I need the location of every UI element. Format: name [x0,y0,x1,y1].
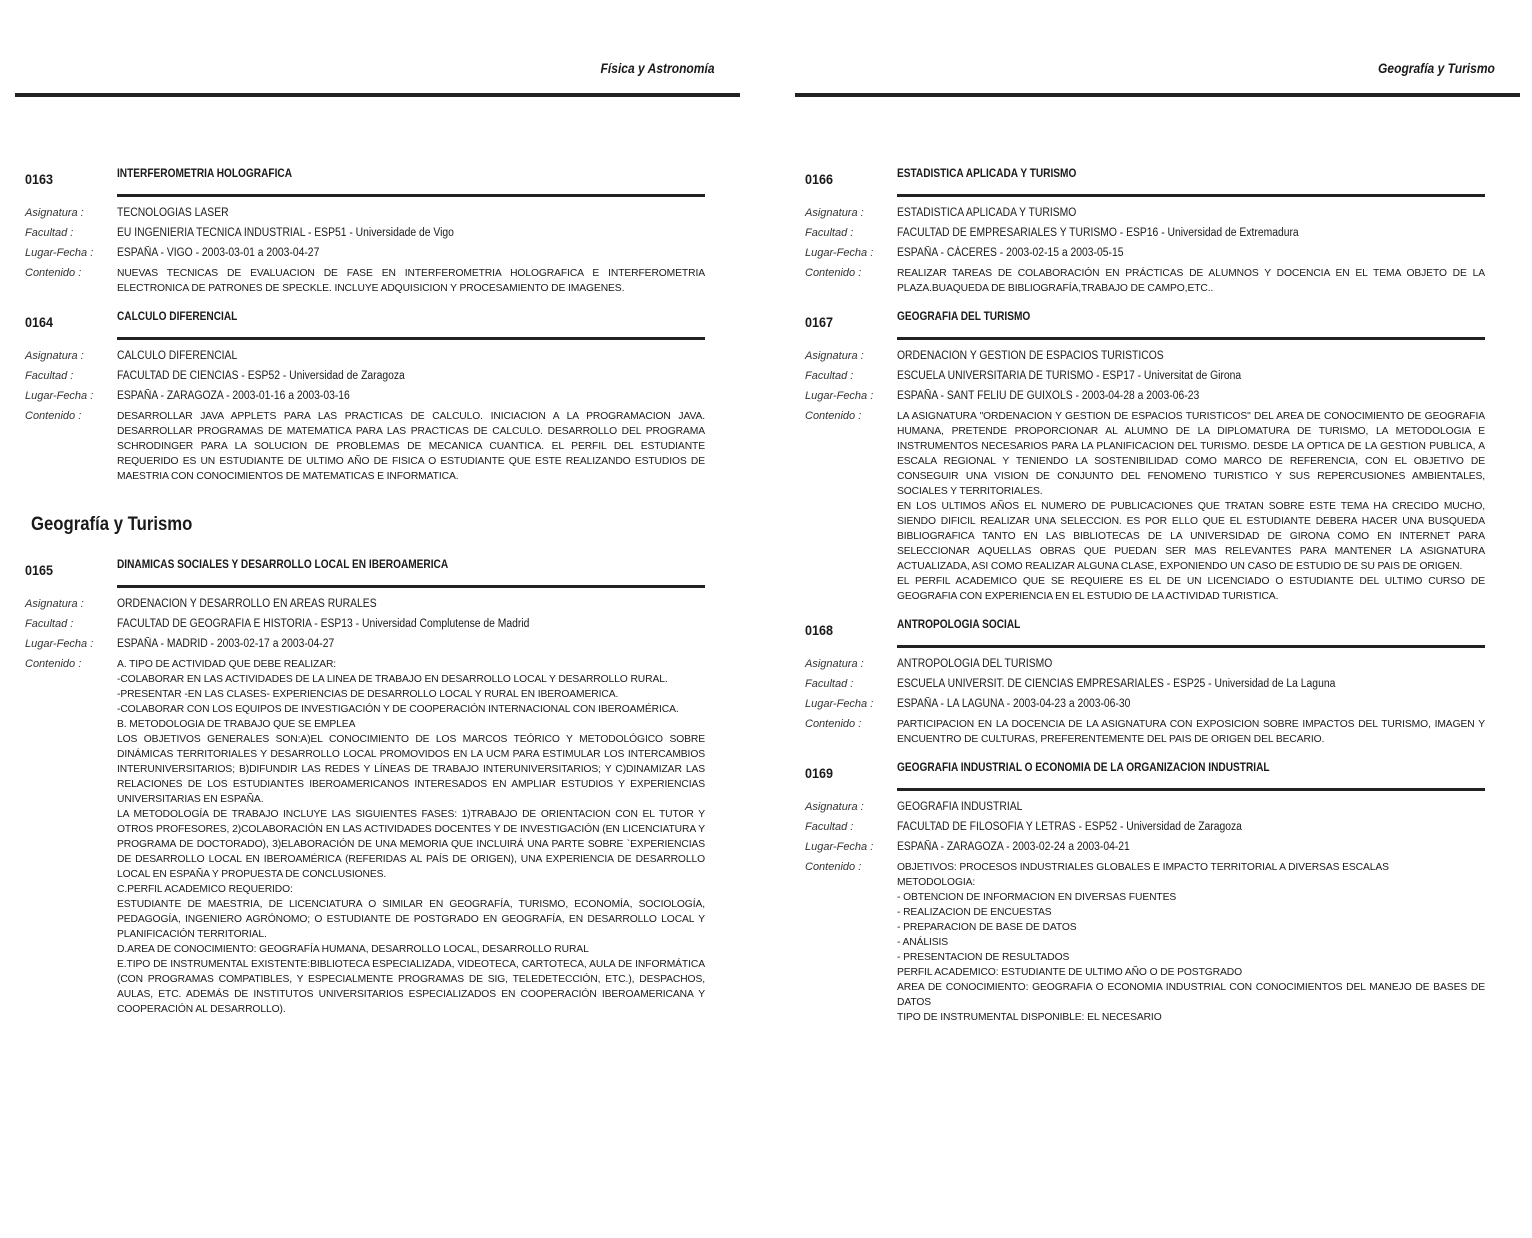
grant-entry [805,310,1485,604]
contenido-label: Contenido : [805,267,862,279]
asignatura-field [25,206,705,221]
content-paragraph: EN LOS ULTIMOS AÑOS EL NUMERO DE PUBLICACIONES QUE TRATAN SOBRE ESTE TEMA HA CRECIDO MUCHO, SIENDO DIFICIL REALIZAR UNA SELECCION. ES POR ELLO QUE EL ESTUDIANTE DEBERA HACER UNA BUSQUEDA BIBLIOGRAFICA TANTO EN LAS BIBLIOTECAS DE LA UNIVERSIDAD DE GIRONA COMO EN INTERNET PARA SELECCIONAR AQUELLAS OBRAS QUE PUEDAN SER MAS RELEVANTES PARA MANTENER LA ASIGNATURA ACTUALIZADA, ASI COMO REALIZAR ALGUNA CLASE, EXPONIENDO UN CASO DE ESTUDIO DE SU PAIS DE ORIGEN. [897,501,1485,572]
facultad-label: Facultad : [805,370,854,382]
content-paragraph: -PRESENTAR -EN LAS CLASES- EXPERIENCIAS DE DESARROLLO LOCAL Y RURAL EN IBEROAMERICA. [117,689,619,700]
entry-title: ANTROPOLOGIA SOCIAL [897,619,1021,631]
lugar-fecha-label: Lugar-Fecha : [25,638,94,650]
entry-header [25,558,705,580]
facultad-field [805,820,1485,835]
entry-number: 0169 [805,765,834,781]
contenido-label: Contenido : [805,410,862,422]
asignatura-field [25,349,705,364]
asignatura-value: TECNOLOGIAS LASER [117,207,229,219]
facultad-value: FACULTAD DE GEOGRAFIA E HISTORIA - ESP13 - Universidad Complutense de Madrid [117,618,530,630]
grant-entry [25,167,705,296]
grant-entry [805,167,1485,296]
entry-number: 0168 [805,622,834,638]
facultad-label: Facultad : [805,821,854,833]
contenido-label: Contenido : [805,718,862,730]
asignatura-field [805,657,1485,672]
entry-number: 0166 [805,171,834,187]
lugar-fecha-value: ESPAÑA - ZARAGOZA - 2003-02-24 a 2003-04-21 [897,841,1130,853]
entry-title: DINAMICAS SOCIALES Y DESARROLLO LOCAL EN IBEROAMERICA [117,559,449,571]
content-paragraph: - OBTENCION DE INFORMACION EN DIVERSAS FUENTES [897,892,1177,903]
asignatura-field [805,206,1485,221]
entry-rule [117,194,705,197]
contenido-field [805,266,1485,296]
facultad-field [805,677,1485,692]
contenido-label: Contenido : [25,658,82,670]
asignatura-field [25,597,705,612]
contenido-value [897,409,1485,604]
entry-title: GEOGRAFIA INDUSTRIAL O ECONOMIA DE LA ORGANIZACION INDUSTRIAL [897,762,1270,774]
content-paragraph: PARTICIPACION EN LA DOCENCIA DE LA ASIGNATURA CON EXPOSICION SOBRE IMPACTOS DEL TURISMO, IMAGEN Y ENCUENTRO DE CULTURAS, PREFERENTEMENTE DEL PAIS DE ORIGEN DEL BECARIO. [897,719,1485,745]
grant-entry [805,618,1485,747]
grant-entry [25,310,705,484]
content-paragraph: AREA DE CONOCIMIENTO: GEOGRAFIA O ECONOMIA INDUSTRIAL CON CONOCIMIENTOS DEL MANEJO DE BASES DE DATOS [897,982,1485,1008]
content-paragraph: C.PERFIL ACADEMICO REQUERIDO: [117,884,293,895]
entry-title: INTERFEROMETRIA HOLOGRAFICA [117,168,293,180]
content-paragraph: PERFIL ACADEMICO: ESTUDIANTE DE ULTIMO AÑO O DE POSTGRADO [897,967,1243,978]
lugar-fecha-field [805,840,1485,855]
facultad-field [805,226,1485,241]
asignatura-value: ORDENACION Y DESARROLLO EN AREAS RURALES [117,598,377,610]
facultad-label: Facultad : [805,227,854,239]
lugar-fecha-field [25,246,705,261]
content-paragraph: LA METODOLOGÍA DE TRABAJO INCLUYE LAS SIGUIENTES FASES: 1)TRABAJO DE ORIENTACION CON EL TUTOR Y OTROS PROFESORES, 2)COLABORACIÓN EN LAS ACTIVIDADES DOCENTES Y DE INVESTIGACIÓN (EN LICENCIATURA Y PROGRAMA DE DOCTORADO), 3)ELABORACIÓN DE UNA MEMORIA QUE INCLUIRÁ UNA PARTE SOBRE `EXPERIENCIAS DE DESARROLLO LOCAL EN IBEROAMÉRICA (REFERIDAS AL PAÍS DE ORIGEN), UNA EXPERIENCIA DE DESARROLLO LOCAL EN ESPAÑA Y PROPUESTA DE CONCLUSIONES. [117,809,705,880]
contenido-value [897,266,1485,296]
content-paragraph: - ANÁLISIS [897,937,949,948]
left-page [15,0,740,1238]
content-paragraph: -COLABORAR EN LAS ACTIVIDADES DE LA LINEA DE TRABAJO EN DESARROLLO LOCAL Y DESARROLLO RURAL. [117,674,668,685]
lugar-fecha-value: ESPAÑA - LA LAGUNA - 2003-04-23 a 2003-06-30 [897,698,1131,710]
entry-header [805,761,1485,783]
asignatura-value: ESTADISTICA APLICADA Y TURISMO [897,207,1077,219]
lugar-fecha-label: Lugar-Fecha : [805,390,874,402]
entry-header [25,310,705,332]
running-head: Física y Astronomía [601,60,715,76]
facultad-field [805,369,1485,384]
entry-list [25,558,705,1017]
facultad-label: Facultad : [805,678,854,690]
asignatura-field [805,349,1485,364]
contenido-field [805,860,1485,1025]
lugar-fecha-label: Lugar-Fecha : [25,390,94,402]
lugar-fecha-field [805,246,1485,261]
entry-title: GEOGRAFIA DEL TURISMO [897,311,1031,323]
facultad-value: ESCUELA UNIVERSIT. DE CIENCIAS EMPRESARIALES - ESP25 - Universidad de La Laguna [897,678,1336,690]
entry-rule [897,788,1485,791]
lugar-fecha-field [805,389,1485,404]
header-rule [795,93,1520,97]
content-paragraph: OBJETIVOS: PROCESOS INDUSTRIALES GLOBALES E IMPACTO TERRITORIAL A DIVERSAS ESCALAS [897,862,1389,873]
content-paragraph: NUEVAS TECNICAS DE EVALUACION DE FASE EN INTERFEROMETRIA HOLOGRAFICA E INTERFEROMETRIA ELECTRONICA DE PATRONES DE SPECKLE. INCLUYE ADQUISICION Y PROCESAMIENTO DE IMAGENES. [117,268,705,294]
entry-rule [897,645,1485,648]
contenido-field [805,717,1485,747]
lugar-fecha-label: Lugar-Fecha : [805,698,874,710]
contenido-label: Contenido : [25,267,82,279]
asignatura-label: Asignatura : [25,598,84,610]
right-page [795,0,1520,1238]
lugar-fecha-field [25,389,705,404]
asignatura-label: Asignatura : [805,658,864,670]
contenido-field [25,266,705,296]
section-heading: Geografía y Turismo [31,514,193,535]
entry-number: 0164 [25,314,54,330]
facultad-value: EU INGENIERIA TECNICA INDUSTRIAL - ESP51 - Universidade de Vigo [117,227,454,239]
asignatura-label: Asignatura : [805,350,864,362]
content-paragraph: A. TIPO DE ACTIVIDAD QUE DEBE REALIZAR: [117,659,337,670]
lugar-fecha-value: ESPAÑA - VIGO - 2003-03-01 a 2003-04-27 [117,247,320,259]
asignatura-label: Asignatura : [25,350,84,362]
grant-entry [805,761,1485,1025]
entry-number: 0163 [25,171,54,187]
running-head: Geografía y Turismo [1378,60,1495,76]
asignatura-value: GEOGRAFIA INDUSTRIAL [897,801,1023,813]
header-rule [15,93,740,97]
facultad-field [25,369,705,384]
content-paragraph: TIPO DE INSTRUMENTAL DISPONIBLE: EL NECESARIO [897,1012,1162,1023]
entry-list [805,167,1485,1025]
asignatura-label: Asignatura : [25,207,84,219]
entry-header [805,310,1485,332]
contenido-field [805,409,1485,604]
content-paragraph: - REALIZACION DE ENCUESTAS [897,907,1052,918]
facultad-label: Facultad : [25,370,74,382]
content-paragraph: D.AREA DE CONOCIMIENTO: GEOGRAFÍA HUMANA, DESARROLLO LOCAL, DESARROLLO RURAL [117,944,589,955]
content-paragraph: -COLABORAR CON LOS EQUIPOS DE INVESTIGACIÓN Y DE COOPERACIÓN INTERNACIONAL CON IBEROAMÉRICA. [117,704,679,715]
content-paragraph: ESTUDIANTE DE MAESTRIA, DE LICENCIATURA O SIMILAR EN GEOGRAFÍA, TURISMO, ECONOMÍA, SOCIOLOGÍA, PEDAGOGÍA, INGENIERO AGRÓNOMO; O ESTUDIANTE DE POSTGRADO EN GEOGRAFÍA, EN DESARROLLO LOCAL Y PLANIFICACIÓN TERRITORIAL. [117,899,705,940]
facultad-label: Facultad : [25,227,74,239]
lugar-fecha-value: ESPAÑA - MADRID - 2003-02-17 a 2003-04-27 [117,638,335,650]
lugar-fecha-value: ESPAÑA - SANT FELIU DE GUIXOLS - 2003-04-28 a 2003-06-23 [897,390,1200,402]
content-paragraph: - PREPARACION DE BASE DE DATOS [897,922,1077,933]
content-paragraph: METODOLOGIA: [897,877,976,888]
facultad-field [25,617,705,632]
content-paragraph: - PRESENTACION DE RESULTADOS [897,952,1070,963]
lugar-fecha-label: Lugar-Fecha : [805,247,874,259]
entry-header [805,618,1485,640]
asignatura-value: CALCULO DIFERENCIAL [117,350,238,362]
entry-header [805,167,1485,189]
content-paragraph: DESARROLLAR JAVA APPLETS PARA LAS PRACTICAS DE CALCULO. INICIACION A LA PROGRAMACION JAVA. DESARROLLAR PROGRAMAS DE MATEMATICA PARA LAS PRACTICAS DE CALCULO. DESARROLLO DEL PROGRAMA SCHRODINGER PARA LA SOLUCION DE PROBLEMAS DE MECANICA CUANTICA. EL PERFIL DEL ESTUDIANTE REQUERIDO ES UN ESTUDIANTE DE ULTIMO AÑO DE FISICA O ESTUDIANTE QUE ESTE REALIZANDO ESTUDIOS DE MAESTRIA CON CONOCIMIENTOS DE MATEMATICAS E INFORMATICA. [117,411,705,482]
facultad-value: ESCUELA UNIVERSITARIA DE TURISMO - ESP17 - Universitat de Girona [897,370,1242,382]
lugar-fecha-value: ESPAÑA - ZARAGOZA - 2003-01-16 a 2003-03-16 [117,390,350,402]
contenido-label: Contenido : [805,861,862,873]
contenido-value [117,657,705,1017]
content-paragraph: LOS OBJETIVOS GENERALES SON:A)EL CONOCIMIENTO DE LOS MARCOS TEÓRICO Y METODOLÓGICO SOBRE DINÁMICAS TERRITORIALES Y DESARROLLO LOCAL PROMOVIDOS EN LA UCM PARA ESTIMULAR LOS INTERCAMBIOS INTERUNIVERSITARIOS; B)DIFUNDIR LAS REDES Y LÍNEAS DE TRABAJO INTERUNIVERSITARIOS; Y C)DINAMIZAR LAS RELACIONES DE LOS ESTUDIANTES IBEROAMERICANOS INTERESADOS EN AMPLIAR ESTUDIOS Y EXPERIENCIAS UNIVERSITARIAS EN ESPAÑA. [117,734,705,805]
lugar-fecha-field [805,697,1485,712]
lugar-fecha-label: Lugar-Fecha : [805,841,874,853]
entry-rule [897,337,1485,340]
facultad-value: FACULTAD DE CIENCIAS - ESP52 - Universidad de Zaragoza [117,370,405,382]
asignatura-label: Asignatura : [805,801,864,813]
contenido-field [25,657,705,1017]
asignatura-value: ORDENACION Y GESTION DE ESPACIOS TURISTICOS [897,350,1164,362]
lugar-fecha-field [25,637,705,652]
asignatura-field [805,800,1485,815]
contenido-label: Contenido : [25,410,82,422]
entry-number: 0167 [805,314,834,330]
contenido-value [117,266,705,296]
asignatura-value: ANTROPOLOGIA DEL TURISMO [897,658,1053,670]
entry-rule [117,585,705,588]
lugar-fecha-label: Lugar-Fecha : [25,247,94,259]
facultad-label: Facultad : [25,618,74,630]
lugar-fecha-value: ESPAÑA - CÁCERES - 2003-02-15 a 2003-05-15 [897,247,1124,259]
entry-header [25,167,705,189]
entry-rule [117,337,705,340]
entry-title: ESTADISTICA APLICADA Y TURISMO [897,168,1077,180]
facultad-field [25,226,705,241]
contenido-value [117,409,705,484]
content-paragraph: EL PERFIL ACADEMICO QUE SE REQUIERE ES EL DE UN LICENCIADO O ESTUDIANTE DEL ULTIMO CURSO DE GEOGRAFIA CON EXPERIENCIA EN EL ESTUDIO DE LA ACTIVIDAD TURISTICA. [897,576,1485,602]
asignatura-label: Asignatura : [805,207,864,219]
content-paragraph: REALIZAR TAREAS DE COLABORACIÓN EN PRÁCTICAS DE ALUMNOS Y DOCENCIA EN EL TEMA OBJETO DE LA PLAZA.BUAQUEDA DE BIBLIOGRAFÍA,TRABAJO DE CAMPO,ETC.. [897,268,1485,294]
content-paragraph: LA ASIGNATURA "ORDENACION Y GESTION DE ESPACIOS TURISTICOS" DEL AREA DE CONOCIMIENTO DE GEOGRAFIA HUMANA, PRETENDE PROPORCIONAR AL ALUMNO DE LA DIPLOMATURA DE TURISMO, LA METODOLOGIA E INSTRUMENTOS NECESARIOS PARA LA PLANIFICACION DEL TURISMO. DESDE LA OPTICA DE LA GESTION PUBLICA, A ESCALA REGIONAL Y TENIENDO LA SOSTENIBILIDAD COMO MARCO DE REFERENCIA, CON EL OBJETIVO DE CONSEGUIR UNA VISION DE CONJUNTO DEL FENOMENO TURISTICO Y SUS REPERCUSIONES AMBIENTALES, SOCIALES Y TERRITORIALES. [897,411,1485,497]
entry-list [25,167,705,484]
grant-entry [25,558,705,1017]
contenido-value [897,717,1485,747]
contenido-field [25,409,705,484]
entries-column [25,167,705,1031]
entry-rule [897,194,1485,197]
entry-title: CALCULO DIFERENCIAL [117,311,238,323]
entries-column [805,167,1485,1039]
facultad-value: FACULTAD DE FILOSOFIA Y LETRAS - ESP52 - Universidad de Zaragoza [897,821,1242,833]
content-paragraph: E.TIPO DE INSTRUMENTAL EXISTENTE:BIBLIOTECA ESPECIALIZADA, VIDEOTECA, CARTOTECA, AULA DE INFORMÁTICA (CON PROGRAMAS COMPATIBLES, Y ESPECIALMENTE PROGRAMAS DE SIG, TELEDETECCIÓN, ETC.), DESPACHOS, AULAS, ETC. ADEMÁS DE INSTITUTOS UNIVERSITARIOS ESPECIALIZADOS EN COOPERACIÓN IBEROAMERICANA Y COOPERACIÓN AL DESARROLLO). [117,959,705,1015]
content-paragraph: B. METODOLOGIA DE TRABAJO QUE SE EMPLEA [117,719,356,730]
contenido-value [897,860,1485,1025]
entry-number: 0165 [25,562,54,578]
facultad-value: FACULTAD DE EMPRESARIALES Y TURISMO - ESP16 - Universidad de Extremadura [897,227,1299,239]
